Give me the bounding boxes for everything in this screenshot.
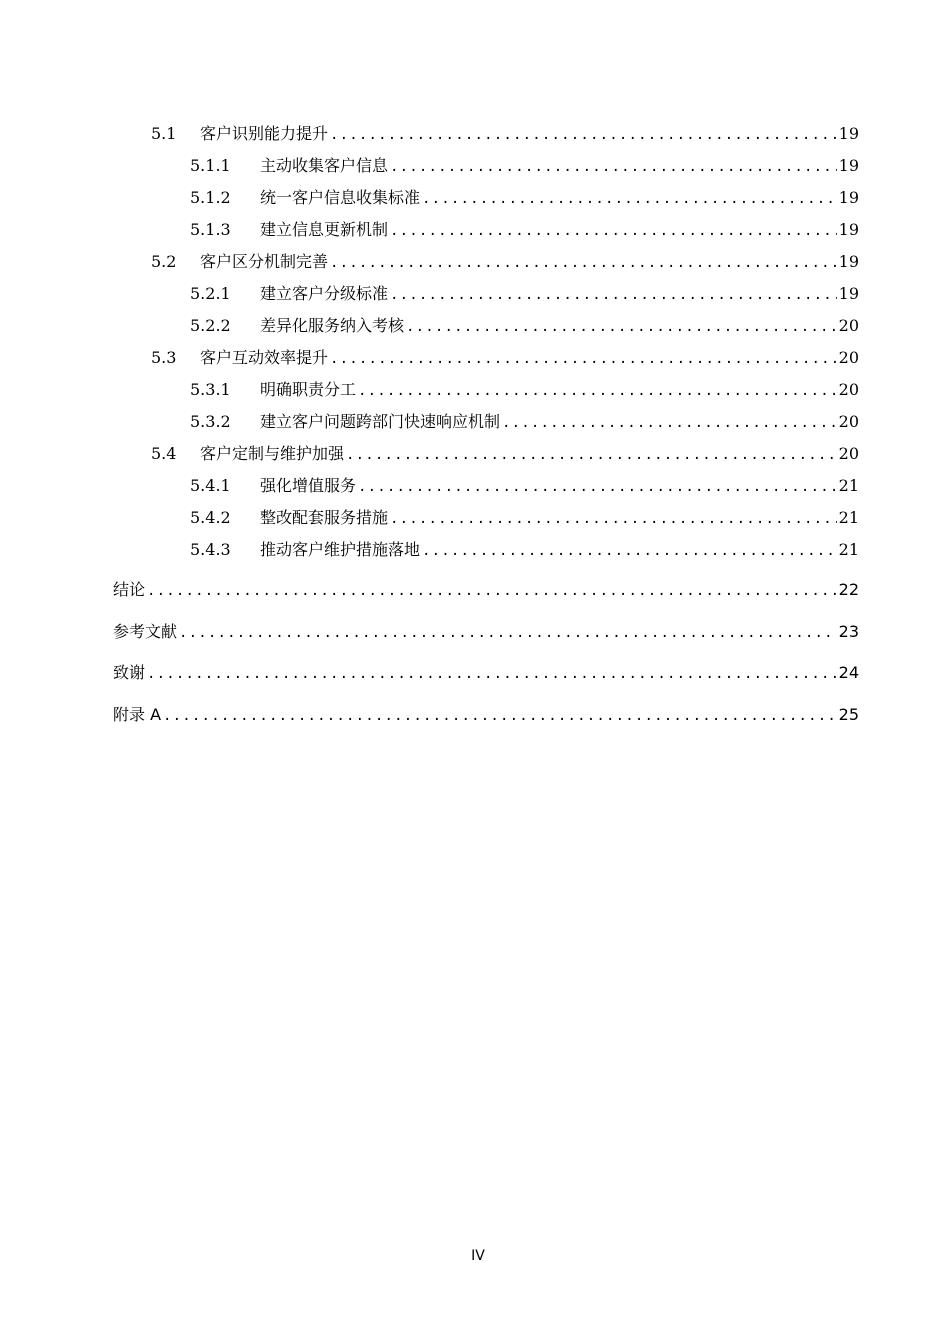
toc-entry[interactable] bbox=[190, 537, 859, 560]
toc-number: 5.4 bbox=[151, 444, 177, 463]
toc-leader bbox=[330, 127, 837, 143]
toc-page: 19 bbox=[838, 284, 859, 303]
toc-number: 5.4.2 bbox=[190, 508, 231, 527]
toc-leader bbox=[330, 351, 837, 367]
toc-entry[interactable] bbox=[190, 377, 859, 400]
toc-entry[interactable] bbox=[190, 153, 859, 176]
toc-title: 统一客户信息收集标准 bbox=[260, 188, 421, 207]
toc-number: 5.1.2 bbox=[190, 188, 231, 207]
toc-page: 24 bbox=[838, 663, 859, 682]
toc-leader bbox=[422, 543, 837, 559]
toc-entry[interactable] bbox=[190, 473, 859, 496]
toc-page: 20 bbox=[838, 444, 859, 463]
toc-page: 25 bbox=[838, 705, 859, 724]
toc-number: 5.3.2 bbox=[190, 412, 231, 431]
toc-number: 5.1.1 bbox=[190, 156, 231, 175]
toc-page: 21 bbox=[838, 540, 859, 559]
toc-number: 5.2.1 bbox=[190, 284, 231, 303]
toc-leader bbox=[502, 415, 837, 431]
toc-title: 整改配套服务措施 bbox=[260, 508, 389, 527]
toc-page: 21 bbox=[838, 476, 859, 495]
toc-number: 5.4.1 bbox=[190, 476, 231, 495]
toc-title: 强化增值服务 bbox=[260, 476, 357, 495]
toc-leader bbox=[406, 319, 837, 335]
toc-page: 19 bbox=[838, 188, 859, 207]
toc-leader bbox=[390, 159, 837, 175]
toc-title: 附录 A bbox=[113, 705, 162, 724]
toc-leader bbox=[390, 287, 837, 303]
toc-number: 5.1.3 bbox=[190, 220, 231, 239]
toc-number: 5.2 bbox=[151, 252, 177, 271]
toc-page: 19 bbox=[838, 252, 859, 271]
toc-leader bbox=[390, 223, 837, 239]
toc-page: 19 bbox=[838, 156, 859, 175]
toc-leader bbox=[358, 383, 837, 399]
toc-title: 客户定制与维护加强 bbox=[200, 444, 345, 463]
toc-title: 结论 bbox=[113, 580, 146, 599]
toc-leader bbox=[147, 583, 837, 599]
toc-title: 建立客户问题跨部门快速响应机制 bbox=[260, 412, 501, 431]
toc-entry[interactable] bbox=[151, 441, 859, 464]
toc-leader bbox=[163, 708, 837, 724]
toc-number: 5.2.2 bbox=[190, 316, 231, 335]
toc-entry-references[interactable] bbox=[113, 619, 859, 642]
toc-title: 客户区分机制完善 bbox=[200, 252, 329, 271]
toc-entry[interactable] bbox=[190, 217, 859, 240]
toc-page: 22 bbox=[838, 580, 859, 599]
toc-page: 20 bbox=[838, 412, 859, 431]
toc-leader bbox=[390, 511, 837, 527]
toc-leader bbox=[179, 625, 837, 641]
toc-leader bbox=[147, 666, 837, 682]
toc-entry[interactable] bbox=[190, 505, 859, 528]
toc-page: 20 bbox=[838, 316, 859, 335]
toc-leader bbox=[422, 191, 837, 207]
toc-page: 20 bbox=[838, 348, 859, 367]
toc-number: 5.3.1 bbox=[190, 380, 231, 399]
toc-entry[interactable] bbox=[190, 313, 859, 336]
toc-title: 主动收集客户信息 bbox=[260, 156, 389, 175]
toc-title: 客户互动效率提升 bbox=[200, 348, 329, 367]
toc-page: 20 bbox=[838, 380, 859, 399]
toc-entry[interactable] bbox=[190, 281, 859, 304]
toc-title: 致谢 bbox=[113, 663, 146, 682]
toc-page: 23 bbox=[838, 622, 859, 641]
toc-entry[interactable] bbox=[151, 249, 859, 272]
toc-leader bbox=[358, 479, 837, 495]
toc-entry-acknowledgements[interactable] bbox=[113, 660, 859, 683]
toc-leader bbox=[330, 255, 837, 271]
toc-title: 推动客户维护措施落地 bbox=[260, 540, 421, 559]
page-number: IV bbox=[471, 1248, 485, 1264]
toc-title: 参考文献 bbox=[113, 622, 178, 641]
toc-page: 19 bbox=[838, 220, 859, 239]
toc-number: 5.4.3 bbox=[190, 540, 231, 559]
toc-title: 明确职责分工 bbox=[260, 380, 357, 399]
toc-title: 客户识别能力提升 bbox=[200, 124, 329, 143]
toc-number: 5.1 bbox=[151, 124, 177, 143]
toc-page: 19 bbox=[838, 124, 859, 143]
toc-entry[interactable] bbox=[151, 121, 859, 144]
toc-entry-conclusion[interactable] bbox=[113, 577, 859, 600]
toc-entry[interactable] bbox=[151, 345, 859, 368]
toc-page: 21 bbox=[838, 508, 859, 527]
toc-leader bbox=[346, 447, 837, 463]
toc-title: 建立客户分级标准 bbox=[260, 284, 389, 303]
toc-number: 5.3 bbox=[151, 348, 177, 367]
toc-entry-appendix[interactable] bbox=[113, 702, 859, 725]
toc-entry[interactable] bbox=[190, 185, 859, 208]
toc-title: 建立信息更新机制 bbox=[260, 220, 389, 239]
toc-title: 差异化服务纳入考核 bbox=[260, 316, 405, 335]
toc-entry[interactable] bbox=[190, 409, 859, 432]
